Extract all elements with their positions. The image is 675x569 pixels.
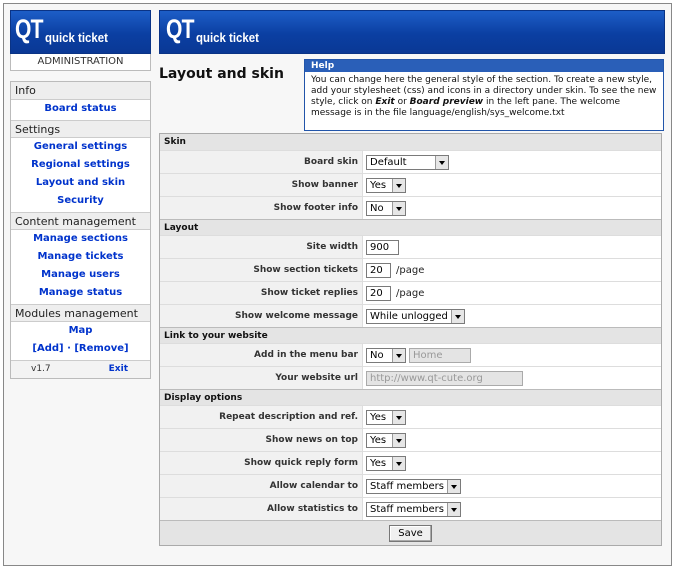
ticket-replies-unit: /page xyxy=(396,287,425,299)
news-on-top-label: Show news on top xyxy=(160,429,362,451)
menu-bar-value: No xyxy=(370,349,384,361)
sidebar-footer xyxy=(11,360,150,378)
calendar-access-select[interactable] xyxy=(366,479,461,494)
welcome-message-select[interactable] xyxy=(366,309,465,324)
statistics-access-select[interactable] xyxy=(366,502,461,517)
dropdown-arrow-icon xyxy=(392,202,405,215)
ticket-replies-input[interactable]: 20 xyxy=(366,286,391,301)
form-row xyxy=(160,304,661,327)
quick-reply-value: Yes xyxy=(370,457,387,469)
banner-logo-mark: QT xyxy=(166,14,194,44)
exit-link[interactable]: Exit xyxy=(108,364,128,374)
logo-text: quick ticket xyxy=(45,30,108,45)
version-label: v1.7 xyxy=(31,364,51,374)
menu-item-manage-users[interactable]: Manage users xyxy=(41,269,120,280)
form-row xyxy=(160,281,661,304)
form-row xyxy=(160,366,661,389)
menu-item-manage-status[interactable]: Manage status xyxy=(38,287,123,298)
group-skin: Skin xyxy=(160,134,661,150)
help-text-part: in the left pane. The welcome message is in the file language/english/sys_welcome.txt xyxy=(311,97,621,118)
menu-section-modules-management: Modules management xyxy=(11,304,150,322)
show-banner-select[interactable] xyxy=(366,178,406,193)
site-width-label: Site width xyxy=(160,236,362,258)
dropdown-arrow-icon xyxy=(435,156,448,169)
dropdown-arrow-icon xyxy=(447,503,460,516)
help-title: Help xyxy=(305,60,663,72)
banner-logo-text: quick ticket xyxy=(196,30,259,45)
form-row xyxy=(160,258,661,281)
menu-item-add-remove-modules[interactable]: [Add] · [Remove] xyxy=(32,343,129,354)
administration-label: ADMINISTRATION xyxy=(10,54,151,71)
help-box xyxy=(304,59,664,131)
help-text-part: You can change here the general style of the section. To create a new style, add your stylesheet (css) and icons in a directory under skin. To see the new style, click on xyxy=(311,75,657,107)
board-skin-value: Default xyxy=(370,156,407,168)
menu-item-general-settings[interactable]: General settings xyxy=(33,141,128,152)
save-bar xyxy=(160,520,661,545)
help-exit-emphasis: Exit xyxy=(375,97,395,107)
menu-item-manage-tickets[interactable]: Manage tickets xyxy=(37,251,124,262)
menu-bar-label: Add in the menu bar xyxy=(160,344,362,366)
section-tickets-label: Show section tickets xyxy=(160,259,362,281)
dropdown-arrow-icon xyxy=(447,480,460,493)
dropdown-arrow-icon xyxy=(392,434,405,447)
dropdown-arrow-icon xyxy=(392,179,405,192)
menu-item-security[interactable]: Security xyxy=(57,195,104,206)
calendar-access-value: Staff members xyxy=(370,480,444,492)
news-on-top-select[interactable] xyxy=(366,433,406,448)
header-banner xyxy=(159,10,665,54)
form-row xyxy=(160,343,661,366)
dropdown-arrow-icon xyxy=(392,411,405,424)
menu-item-board-status[interactable]: Board status xyxy=(44,103,117,114)
menu-section-content-management: Content management xyxy=(11,212,150,230)
repeat-description-select[interactable] xyxy=(366,410,406,425)
save-button[interactable]: Save xyxy=(389,525,432,542)
form-row xyxy=(160,405,661,428)
dropdown-arrow-icon xyxy=(392,349,405,362)
statistics-access-value: Staff members xyxy=(370,503,444,515)
statistics-access-label: Allow statistics to xyxy=(160,498,362,520)
logo-mark: QT xyxy=(15,14,43,44)
calendar-access-label: Allow calendar to xyxy=(160,475,362,497)
sidebar-logo[interactable] xyxy=(10,10,151,54)
menu-bar-text-input[interactable]: Home xyxy=(409,348,471,363)
news-on-top-value: Yes xyxy=(370,434,387,446)
website-url-label: Your website url xyxy=(160,367,362,389)
menu-bar-select[interactable] xyxy=(366,348,406,363)
menu-item-map[interactable]: Map xyxy=(68,325,93,336)
quick-reply-select[interactable] xyxy=(366,456,406,471)
board-skin-label: Board skin xyxy=(160,151,362,173)
settings-form xyxy=(159,133,662,546)
quick-reply-label: Show quick reply form xyxy=(160,452,362,474)
dropdown-arrow-icon xyxy=(451,310,464,323)
welcome-message-value: While unlogged xyxy=(370,310,448,322)
form-row xyxy=(160,235,661,258)
menu-item-regional-settings[interactable]: Regional settings xyxy=(31,159,130,170)
admin-menu xyxy=(10,81,151,379)
show-footer-value: No xyxy=(370,202,384,214)
menu-section-settings: Settings xyxy=(11,120,150,138)
form-row xyxy=(160,196,661,219)
group-display-options: Display options xyxy=(160,389,661,405)
help-text-part: or xyxy=(394,97,410,107)
form-row xyxy=(160,150,661,173)
repeat-description-label: Repeat description and ref. xyxy=(160,406,362,428)
show-banner-label: Show banner xyxy=(160,174,362,196)
board-skin-select[interactable] xyxy=(366,155,449,170)
website-url-input[interactable]: http://www.qt-cute.org xyxy=(366,371,523,386)
help-text xyxy=(305,72,663,122)
repeat-description-value: Yes xyxy=(370,411,387,423)
main-content xyxy=(159,10,665,539)
form-row xyxy=(160,497,661,520)
group-layout: Layout xyxy=(160,219,661,235)
form-row xyxy=(160,428,661,451)
form-row xyxy=(160,451,661,474)
menu-section-info: Info xyxy=(11,82,150,100)
section-tickets-unit: /page xyxy=(396,264,425,276)
show-footer-select[interactable] xyxy=(366,201,406,216)
group-link-website: Link to your website xyxy=(160,327,661,343)
dropdown-arrow-icon xyxy=(392,457,405,470)
form-row xyxy=(160,474,661,497)
section-tickets-input[interactable]: 20 xyxy=(366,263,391,278)
site-width-input[interactable]: 900 xyxy=(366,240,399,255)
help-preview-emphasis: Board preview xyxy=(409,97,484,107)
menu-item-manage-sections[interactable]: Manage sections xyxy=(33,233,128,244)
form-row xyxy=(160,173,661,196)
menu-item-layout-and-skin[interactable]: Layout and skin xyxy=(35,177,126,188)
ticket-replies-label: Show ticket replies xyxy=(160,282,362,304)
page-title: Layout and skin xyxy=(159,66,284,82)
sidebar xyxy=(10,10,151,379)
show-banner-value: Yes xyxy=(370,179,387,191)
show-footer-label: Show footer info xyxy=(160,197,362,219)
welcome-message-label: Show welcome message xyxy=(160,305,362,327)
